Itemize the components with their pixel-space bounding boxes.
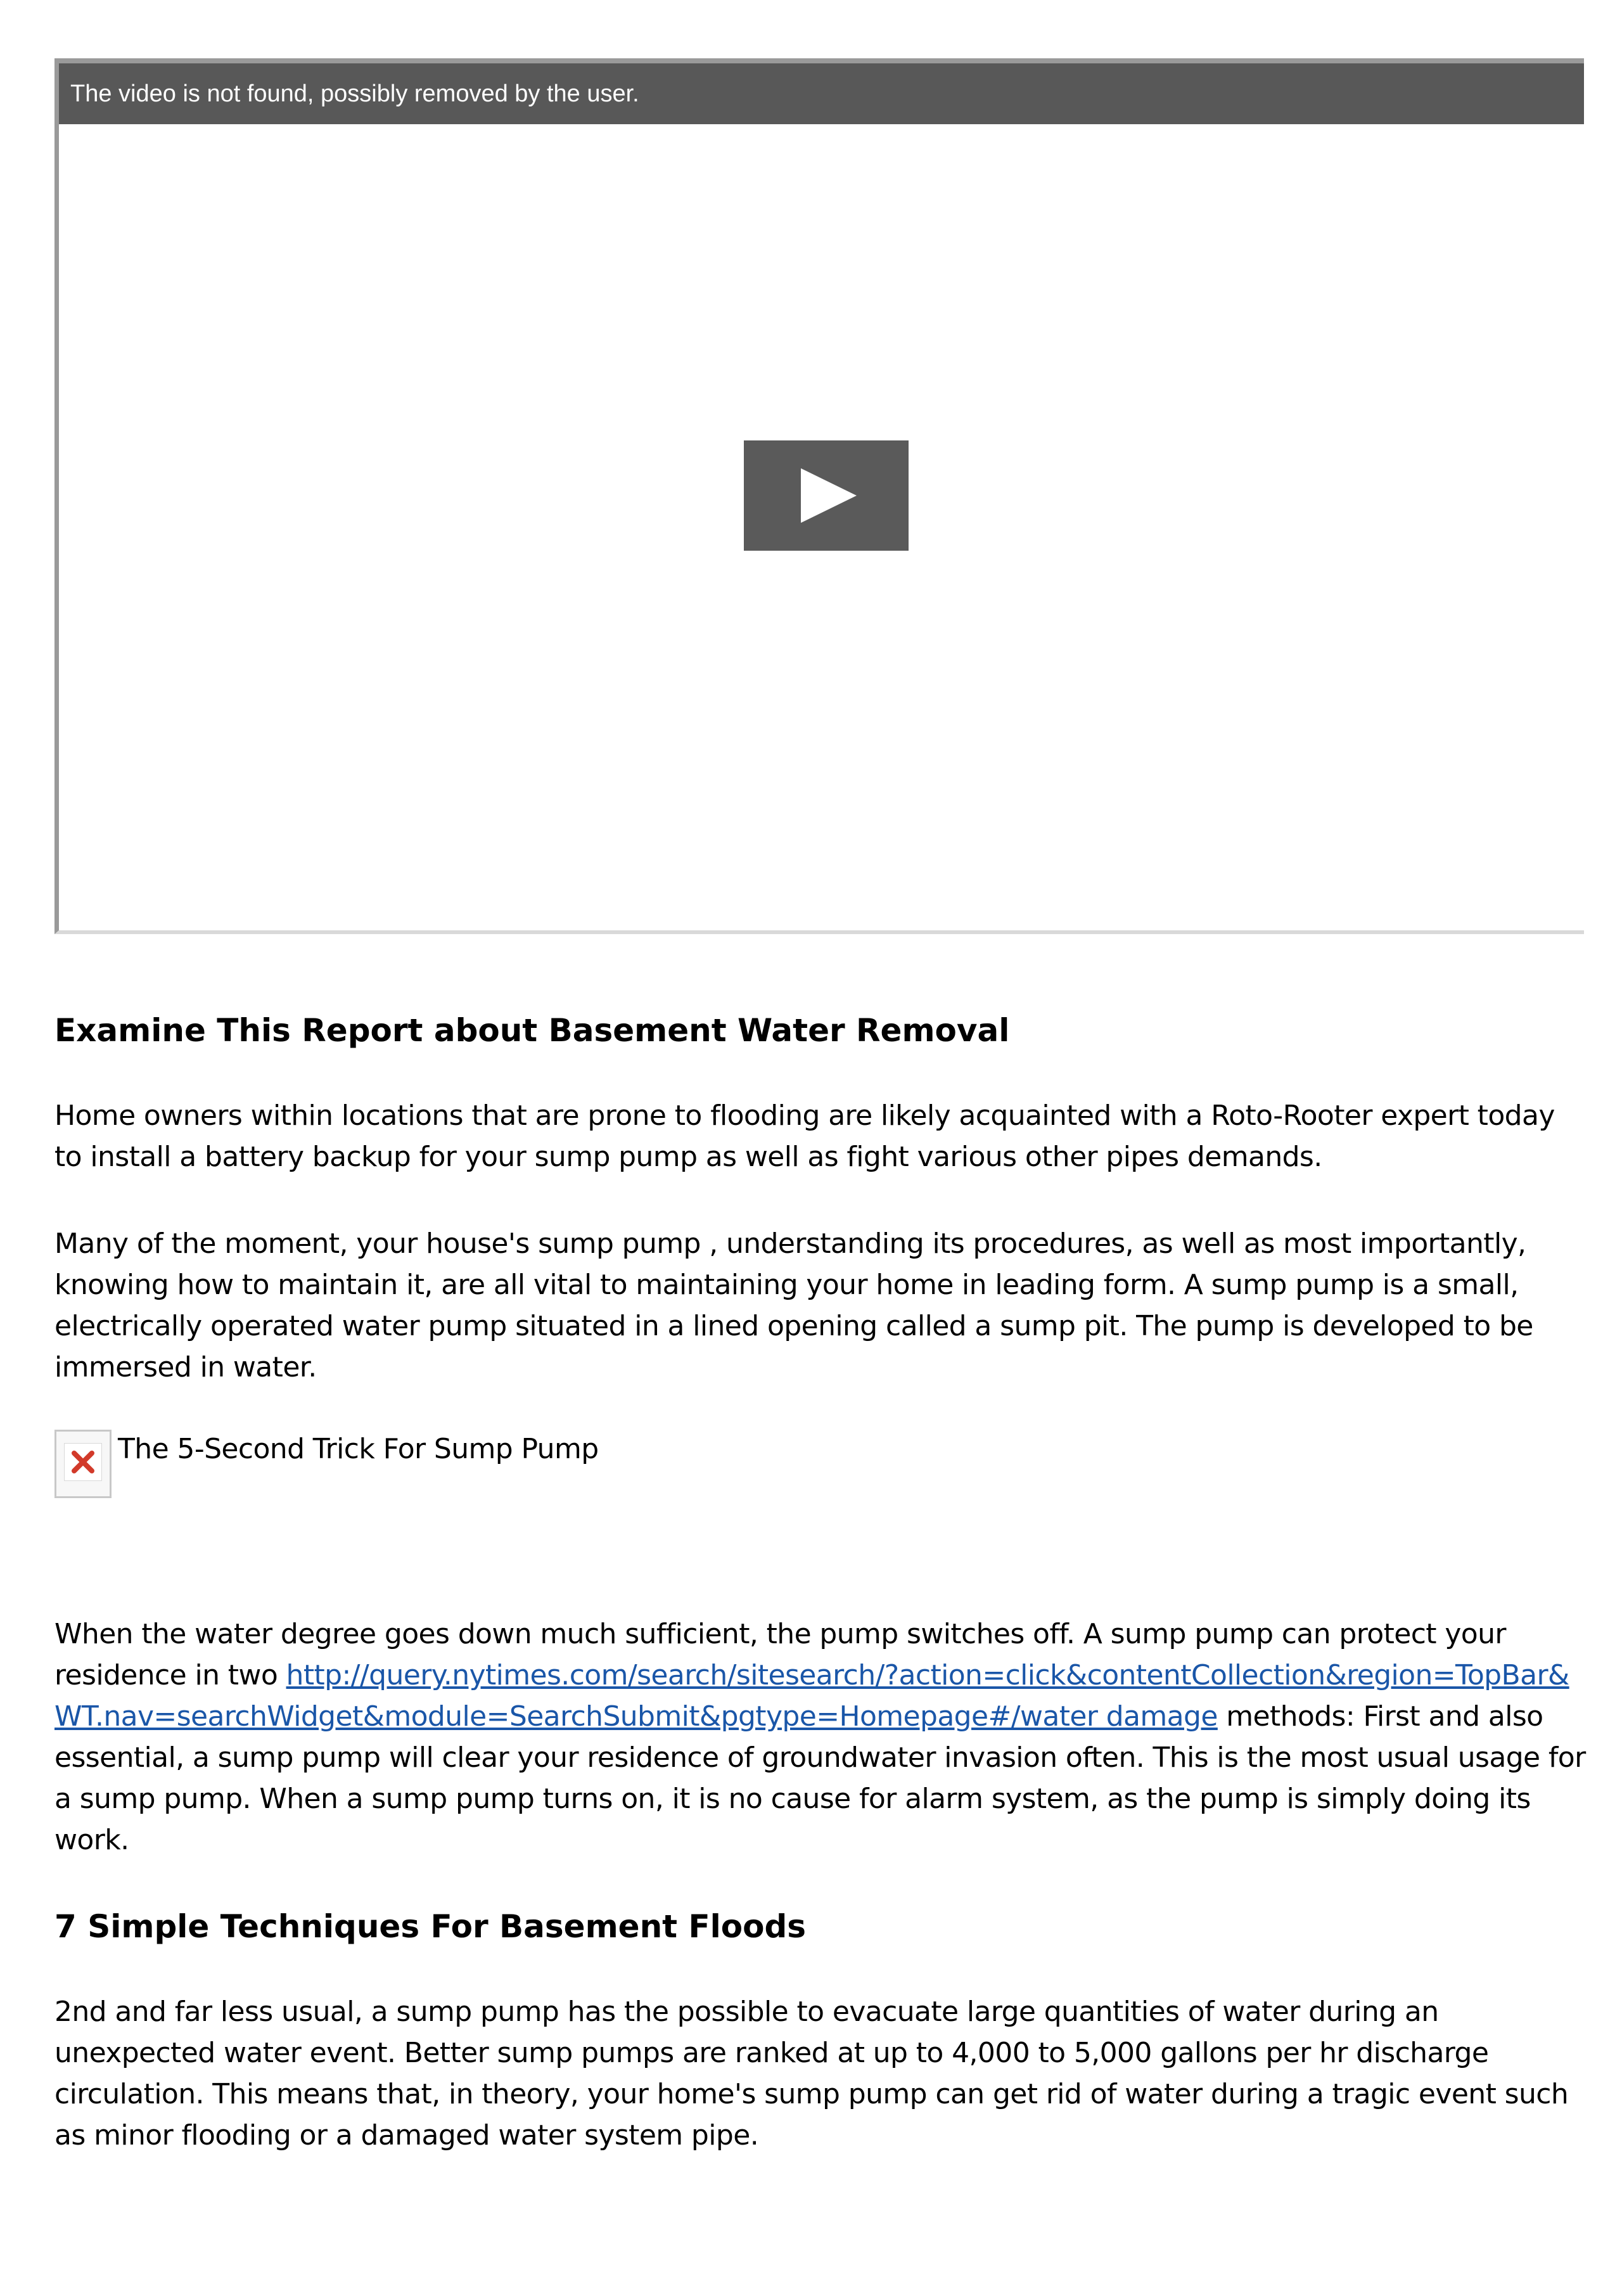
broken-image-icon	[64, 1443, 102, 1481]
paragraph-roto-rooter: Home owners within locations that are prone to flooding are likely acquainted with a Roto-Rooter expert today to install a battery backup for your sump pump as well as fight various other pipes demands.	[54, 1100, 1555, 1173]
paragraph-pump-switch	[54, 1613, 1588, 1861]
section-heading-basement-water-removal: Examine This Report about Basement Water Removal	[54, 1012, 1010, 1049]
article-body	[54, 997, 1588, 2202]
paragraph-large-quantities: 2nd and far less usual, a sump pump has the possible to evacuate large quantities of water during an unexpected water event. Better sump pumps are ranked at up to 4,000 to 5,000 gallons per hr discharge circulation. This means that, in theory, your home's sump pump can get rid of water during a tragic event such as minor flooding or a damaged water system pipe.	[54, 1996, 1569, 2152]
broken-image	[54, 1430, 1588, 1613]
paragraph-text: When the water degree goes down much sufficient, the pump switches off. A sump pump can protect your residence in two	[54, 1618, 1506, 1691]
paragraph-sump-pump-basics: Many of the moment, your house's sump pump , understanding its procedures, as well as most importantly, knowing how to maintain it, are all vital to maintaining your home in leading form. A sump pump is a small, electrically operated water pump situated in a lined opening called a sump pit. The pump is developed to be immersed in water.	[54, 1228, 1533, 1383]
section-heading-basement-floods: 7 Simple Techniques For Basement Floods	[54, 1908, 807, 1945]
broken-image-alt-text: The 5-Second Trick For Sump Pump	[118, 1433, 599, 1465]
paragraph-text: methods: First and also essential, a sump pump will clear your residence of groundwater invasion often. This is the most usual usage for a sump pump. When a sump pump turns on, it is no cause for alarm system, as the pump is simply doing its work.	[54, 1700, 1586, 1856]
nytimes-search-link[interactable]: http://query.nytimes.com/search/sitesearch/?action=click&contentCollection&region=TopBar&WT.nav=searchWidget&module=SearchSubmit&pgtype=Homepage#/water damage	[54, 1659, 1569, 1733]
video-error-message: The video is not found, possibly removed by the user.	[59, 63, 1584, 124]
play-button[interactable]	[744, 440, 909, 551]
video-player[interactable]	[54, 58, 1584, 934]
play-icon	[744, 440, 909, 551]
broken-image-placeholder	[54, 1430, 112, 1498]
